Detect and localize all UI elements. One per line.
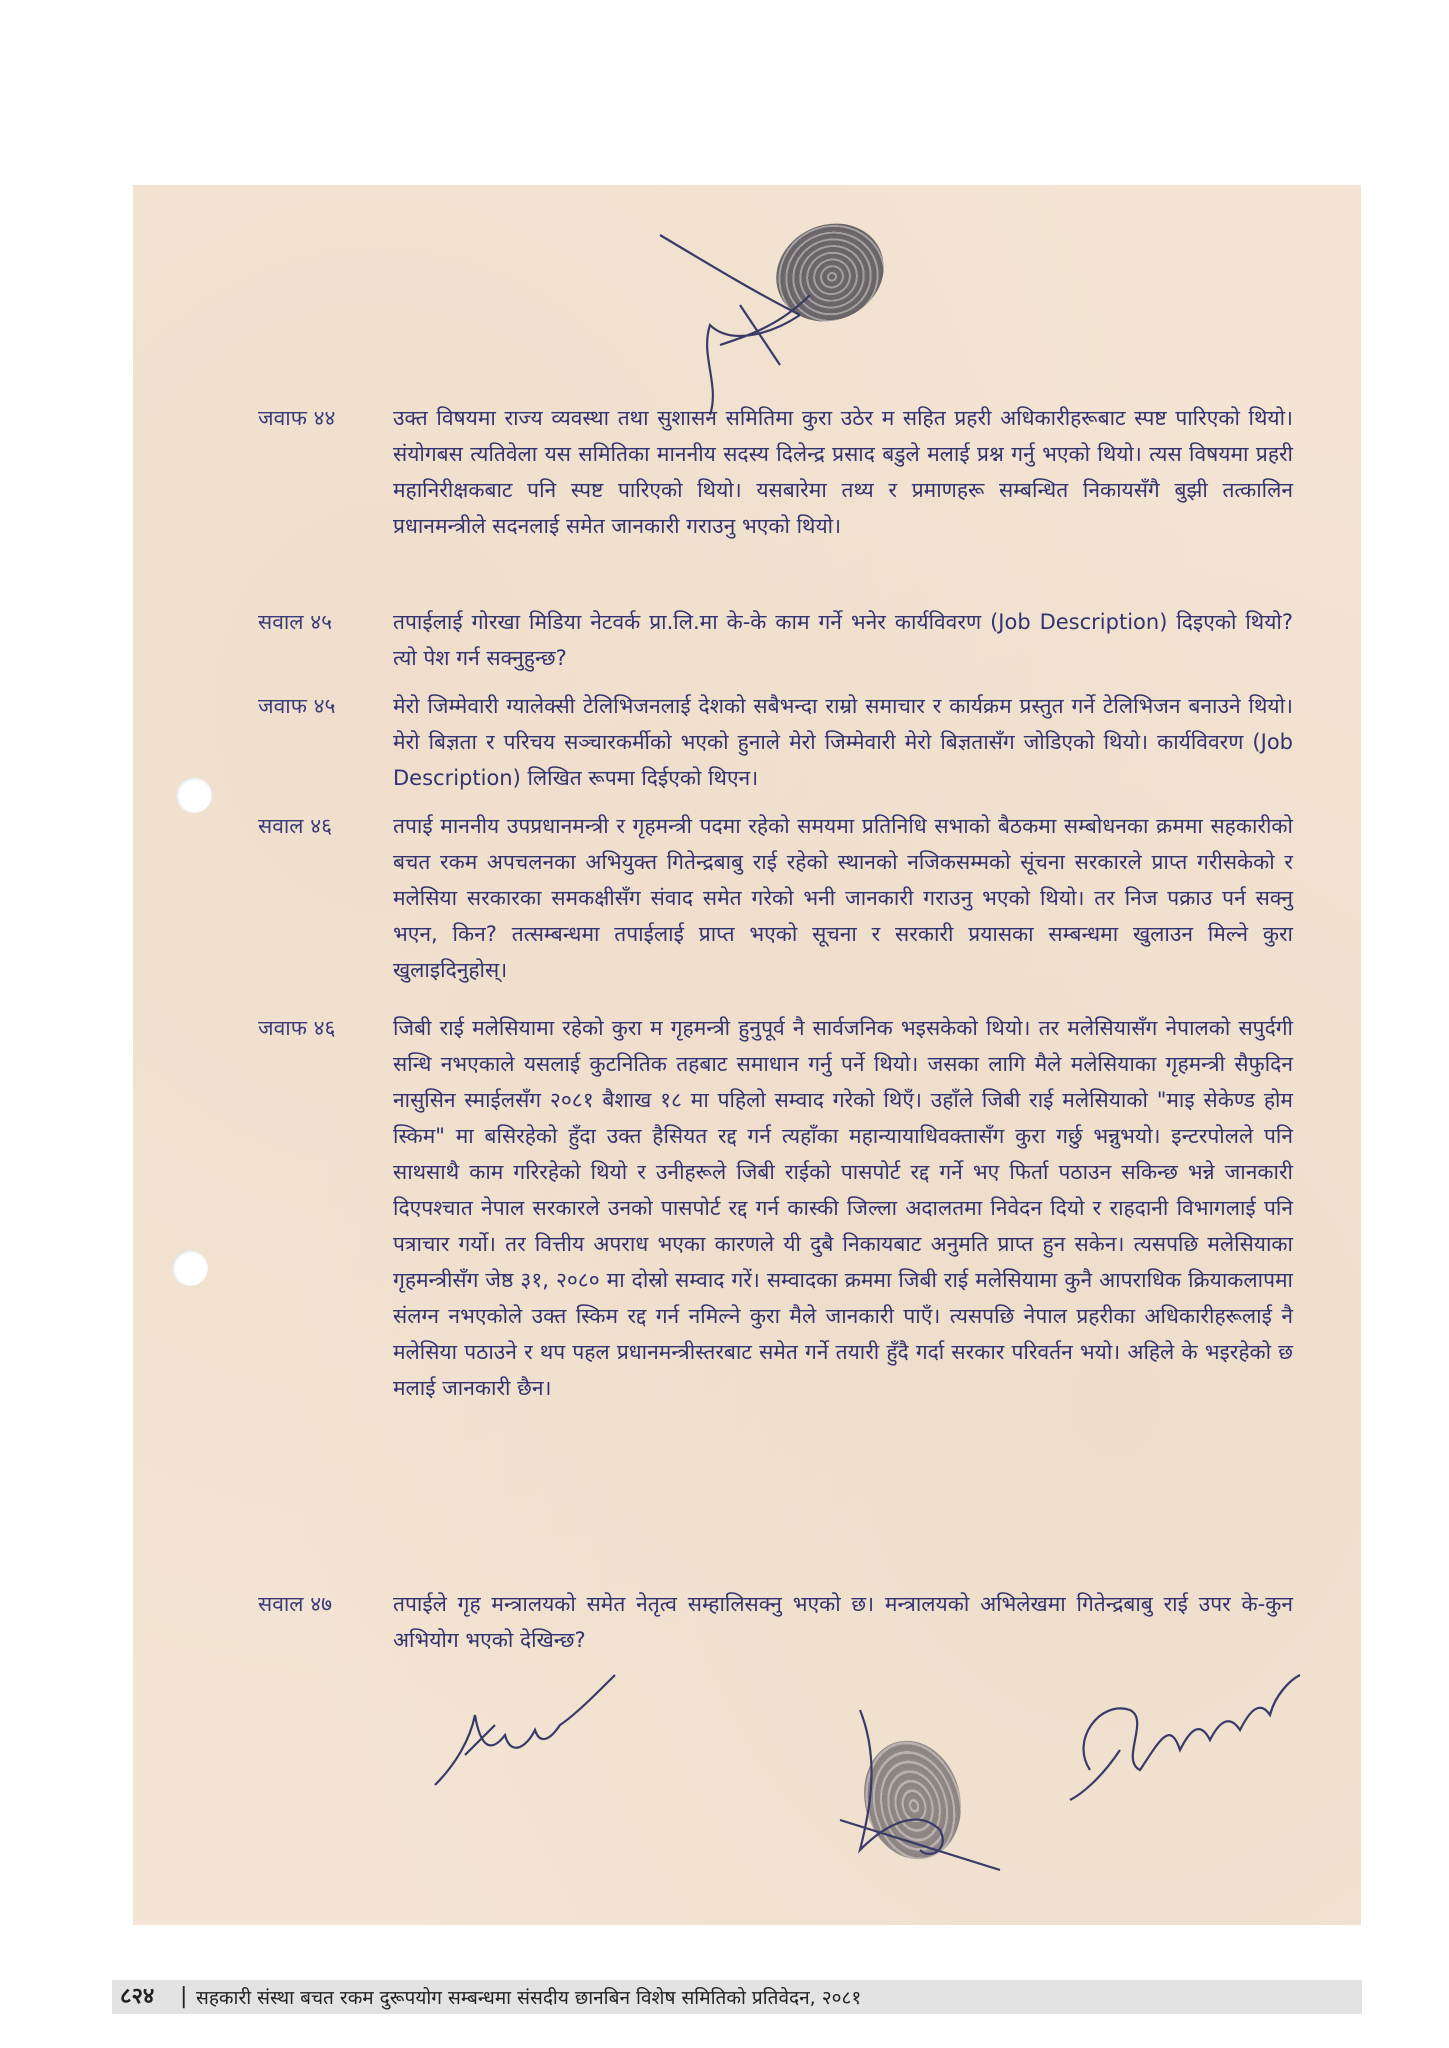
punch-hole-bottom: [172, 1250, 208, 1286]
entry-text: तपाईलाई गोरखा मिडिया नेटवर्क प्रा.लि.मा के-के काम गर्ने भनेर कार्यविवरण (Job Description) दिइएको थियो? त्यो पेश गर्न सक्नुहुन्छ?: [393, 610, 1293, 670]
entry-label: सवाल ४५: [258, 610, 333, 634]
entry-text: जिबी राई मलेसियामा रहेको कुरा म गृहमन्त्री हुनुपूर्व नै सार्वजनिक भइसकेको थियो। तर मलेसियासँग नेपालको सपुर्दगी सन्धि नभएकाले यसलाई कुटनितिक तहबाट समाधान गर्नु पर्ने थियो। जसका लागि मैले मलेसियाका गृहमन्त्री सैफुदिन नासुसिन स्माईलसँग २०८१ बैशाख १८ मा पहिलो सम्वाद गरेको थिएँ। उहाँले जिबी राई मलेसियाको "माइ सेकेण्ड होम स्किम" मा बसिरहेको हुँदा उक्त हैसियत रद्द गर्न त्यहाँका महान्यायाधिवक्तासँग कुरा गर्छु भन्नुभयो। इन्टरपोलले पनि साथसाथै काम गरिरहेको थियो र उनीहरूले जिबी राईको पासपोर्ट रद्द गर्ने भए फिर्ता पठाउन सकिन्छ भन्ने जानकारी दिएपश्चात नेपाल सरकारले उनको पासपोर्ट रद्द गर्न कास्की जिल्ला अदालतमा निवेदन दियो र राहदानी विभागलाई पनि पत्राचार गर्यो। तर वित्तीय अपराध भएका कारणले यी दुबै निकायबाट अनुमति प्राप्त हुन सकेन। त्यसपछि मलेसियाका गृहमन्त्रीसँग जेष्ठ ३१, २०८० मा दोस्रो सम्वाद गरें। सम्वादका क्रममा जिबी राई मलेसियामा कुनै आपराधिक क्रियाकलापमा संलग्न नभएकोले उक्त स्किम रद्द गर्न नमिल्ने कुरा मैले जानकारी पाएँ। त्यसपछि नेपाल प्रहरीका अधिकारीहरूलाई नै मलेसिया पठाउने र थप पहल प्रधानमन्त्रीस्तरबाट समेत गर्ने तयारी हुँदै गर्दा सरकार परिवर्तन भयो। अहिले के भइरहेको छ मलाई जानकारी छैन।: [393, 1016, 1293, 1400]
signature-top: [650, 225, 850, 425]
entry-label: जवाफ ४६: [258, 1016, 336, 1040]
report-title: सहकारी संस्था बचत रकम दुरूपयोग सम्बन्धमा संसदीय छानबिन विशेष समितिको प्रतिवेदन, २०८१: [196, 1987, 862, 2009]
footer-separator: |: [180, 1984, 188, 2009]
entry-label: जवाफ ४५: [258, 694, 336, 718]
punch-hole-top: [176, 777, 212, 813]
signature-bottom-left: [425, 1655, 625, 1805]
entry-label: सवाल ४७: [258, 1592, 333, 1616]
entry-text: मेरो जिम्मेवारी ग्यालेक्सी टेलिभिजनलाई देशको सबैभन्दा राम्रो समाचार र कार्यक्रम प्रस्तुत गर्ने टेलिभिजन बनाउने थियो। मेरो बिज्ञता र परिचय सञ्चारकर्मीको भएको हुनाले मेरो जिम्मेवारी मेरो बिज्ञतासँग जोडिएको थियो। कार्यविवरण (Job Description) लिखित रूपमा दिईएको थिएन।: [393, 694, 1293, 790]
entry-text: उक्त विषयमा राज्य व्यवस्था तथा सुशासन समितिमा कुरा उठेर म सहित प्रहरी अधिकारीहरूबाट स्पष्ट पारिएको थियो। संयोगबस त्यतिवेला यस समितिका माननीय सदस्य दिलेन्द्र प्रसाद बडुले मलाई प्रश्न गर्नु भएको थियो। त्यस विषयमा प्रहरी महानिरीक्षकबाट पनि स्पष्ट पारिएको थियो। यसबारेमा तथ्य र प्रमाणहरू सम्बन्धित निकायसँगै बुझी तत्कालिन प्रधानमन्त्रीले सदनलाई समेत जानकारी गराउनु भएको थियो।: [393, 406, 1293, 538]
page-number: ८२४: [120, 1984, 155, 2009]
signature-bottom-right: [1060, 1660, 1320, 1810]
signature-bottom-middle: [830, 1700, 1010, 1880]
page-footer: [112, 1980, 1362, 2014]
entry-label: जवाफ ४४: [258, 406, 336, 430]
entry-label: सवाल ४६: [258, 814, 333, 838]
entry-text: तपाईले गृह मन्त्रालयको समेत नेतृत्व सम्हालिसक्नु भएको छ। मन्त्रालयको अभिलेखमा गितेन्द्रबाबु राई उपर के-कुन अभियोग भएको देखिन्छ?: [393, 1592, 1293, 1652]
entry-text: तपाई माननीय उपप्रधानमन्त्री र गृहमन्त्री पदमा रहेको समयमा प्रतिनिधि सभाको बैठकमा सम्बोधनका क्रममा सहकारीको बचत रकम अपचलनका अभियुक्त गितेन्द्रबाबु राई रहेको स्थानको नजिकसम्मको सूंचना सरकारले प्राप्त गरीसकेको र मलेसिया सरकारका समकक्षीसँग संवाद समेत गरेको भनी जानकारी गराउनु भएको थियो। तर निज पक्राउ पर्न सक्नु भएन, किन? तत्सम्बन्धमा तपाईलाई प्राप्त भएको सूचना र सरकारी प्रयासका सम्बन्धमा खुलाउन मिल्ने कुरा खुलाइदिनुहोस्।: [393, 814, 1293, 982]
